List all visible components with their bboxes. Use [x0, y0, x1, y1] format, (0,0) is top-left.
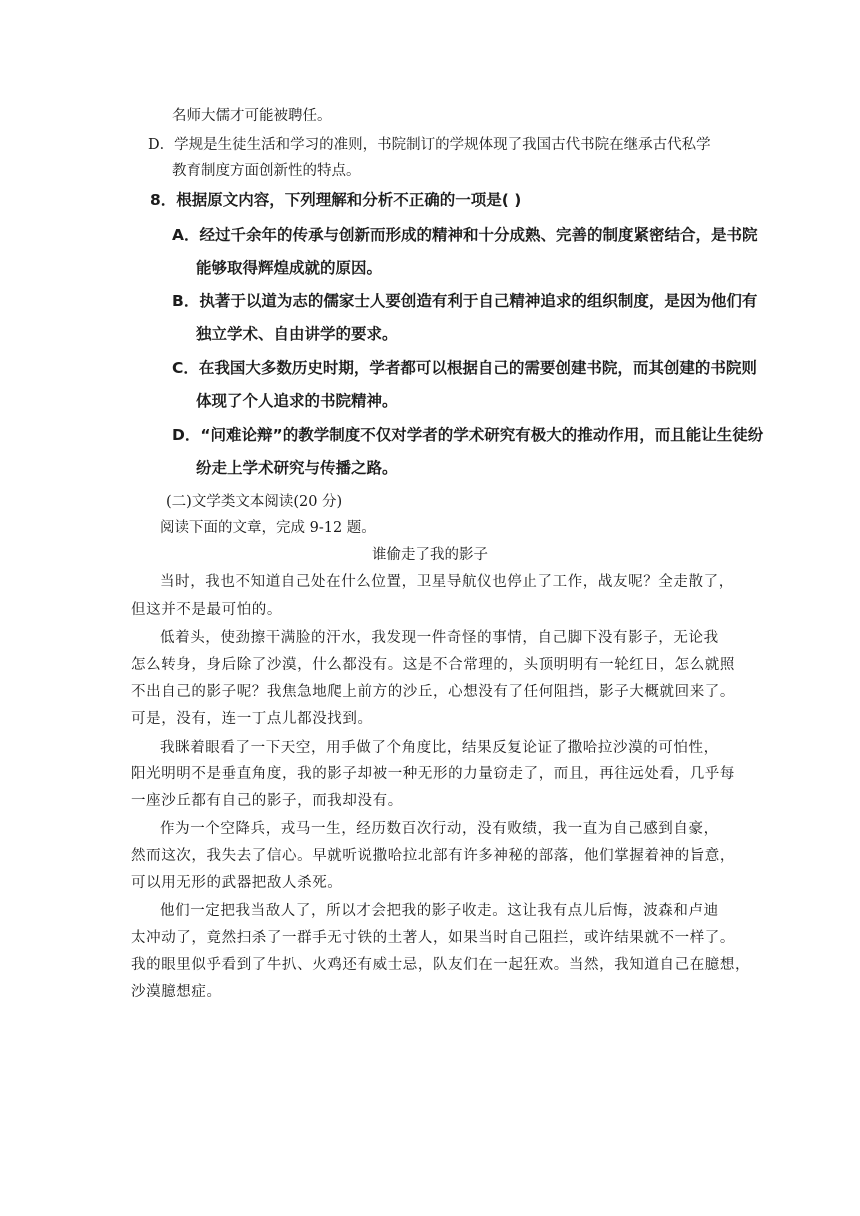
story-p3-line-3: 一座沙丘都有自己的影子，而我却没有。: [131, 793, 403, 809]
story-p2-line-2: 怎么转身，身后除了沙漠，什么都没有。这是不合常理的，头顶明明有一轮红日，怎么就照: [131, 657, 735, 673]
story-p4-line-3: 可以用无形的武器把敌人杀死。: [131, 875, 343, 891]
question-8-option-d-line-2: 纷走上学术研究与传播之路。: [196, 459, 398, 477]
question-8-stem: 8．根据原文内容，下列理解和分析不正确的一项是( ): [150, 191, 522, 209]
story-p4-line-1: 作为一个空降兵，戎马一生，经历数百次行动，没有败绩，我一直为自己感到自豪，: [160, 821, 719, 837]
question-8-option-a-line-2: 能够取得辉煌成就的原因。: [196, 259, 383, 277]
option-d-line-2: 教育制度方面创新性的特点。: [172, 163, 361, 179]
question-8-option-b-line-1: B．执著于以道为志的儒家士人要创造有利于自己精神追求的组织制度，是因为他们有: [172, 292, 758, 310]
question-8-option-d-line-1: D．“问难论辩”的教学制度不仅对学者的学术研究有极大的推动作用，而且能让生徒纷: [172, 426, 764, 444]
story-p2-line-3: 不出自己的影子呢？我焦急地爬上前方的沙丘，心想没有了任何阻挡，影子大概就回来了。: [131, 684, 735, 700]
story-p3-line-1: 我眯着眼看了一下天空，用手做了个角度比，结果反复论证了撒哈拉沙漠的可怕性，: [160, 740, 719, 756]
story-p5-line-4: 沙漠臆想症。: [131, 984, 222, 1000]
story-p1-line-2: 但这并不是最可怕的。: [131, 602, 282, 618]
story-p5-line-2: 太冲动了，竟然扫杀了一群手无寸铁的土著人，如果当时自己阻拦，或许结果就不一样了。: [131, 930, 735, 946]
story-p1-line-1: 当时，我也不知道自己处在什么位置，卫星导航仪也停止了工作，战友呢？全走散了，: [160, 574, 734, 590]
story-p3-line-2: 阳光明明不是垂直角度，我的影子却被一种无形的力量窃走了，而且，再往远处看，几乎每: [131, 766, 735, 782]
story-p2-line-4: 可是，没有，连一丁点儿都没找到。: [131, 711, 373, 727]
story-title: 谁偷走了我的影子: [372, 547, 488, 563]
question-8-option-c-line-2: 体现了个人追求的书院精神。: [196, 392, 398, 410]
question-8-option-b-line-2: 独立学术、自由讲学的要求。: [196, 325, 398, 343]
question-8-option-a-line-1: A．经过千余年的传承与创新而形成的精神和十分成熟、完善的制度紧密结合，是书院: [172, 226, 758, 244]
story-p2-line-1: 低着头，使劲擦干满脸的汗水，我发现一件奇怪的事情，自己脚下没有影子，无论我: [160, 630, 719, 646]
option-c-continued: 名师大儒才可能被聘任。: [172, 108, 332, 124]
section-instruction: 阅读下面的文章，完成 9-12 题。: [160, 520, 376, 536]
question-8-option-c-line-1: C．在我国大多数历史时期，学者都可以根据自己的需要创建书院，而其创建的书院则: [172, 359, 757, 377]
story-p5-line-3: 我的眼里似乎看到了牛扒、火鸡还有威士忌，队友们在一起狂欢。当然，我知道自己在臆想，: [131, 957, 751, 973]
story-p4-line-2: 然而这次，我失去了信心。早就听说撒哈拉北部有许多神秘的部落，他们掌握着神的旨意，: [131, 848, 735, 864]
story-p5-line-1: 他们一定把我当敌人了，所以才会把我的影子收走。这让我有点儿后悔，波森和卢迪: [160, 903, 719, 919]
option-d-line-1: D．学规是生徒生活和学习的准则，书院制订的学规体现了我国古代书院在继承古代私学: [148, 137, 711, 153]
section-heading: (二)文学类文本阅读(20 分): [166, 494, 343, 510]
